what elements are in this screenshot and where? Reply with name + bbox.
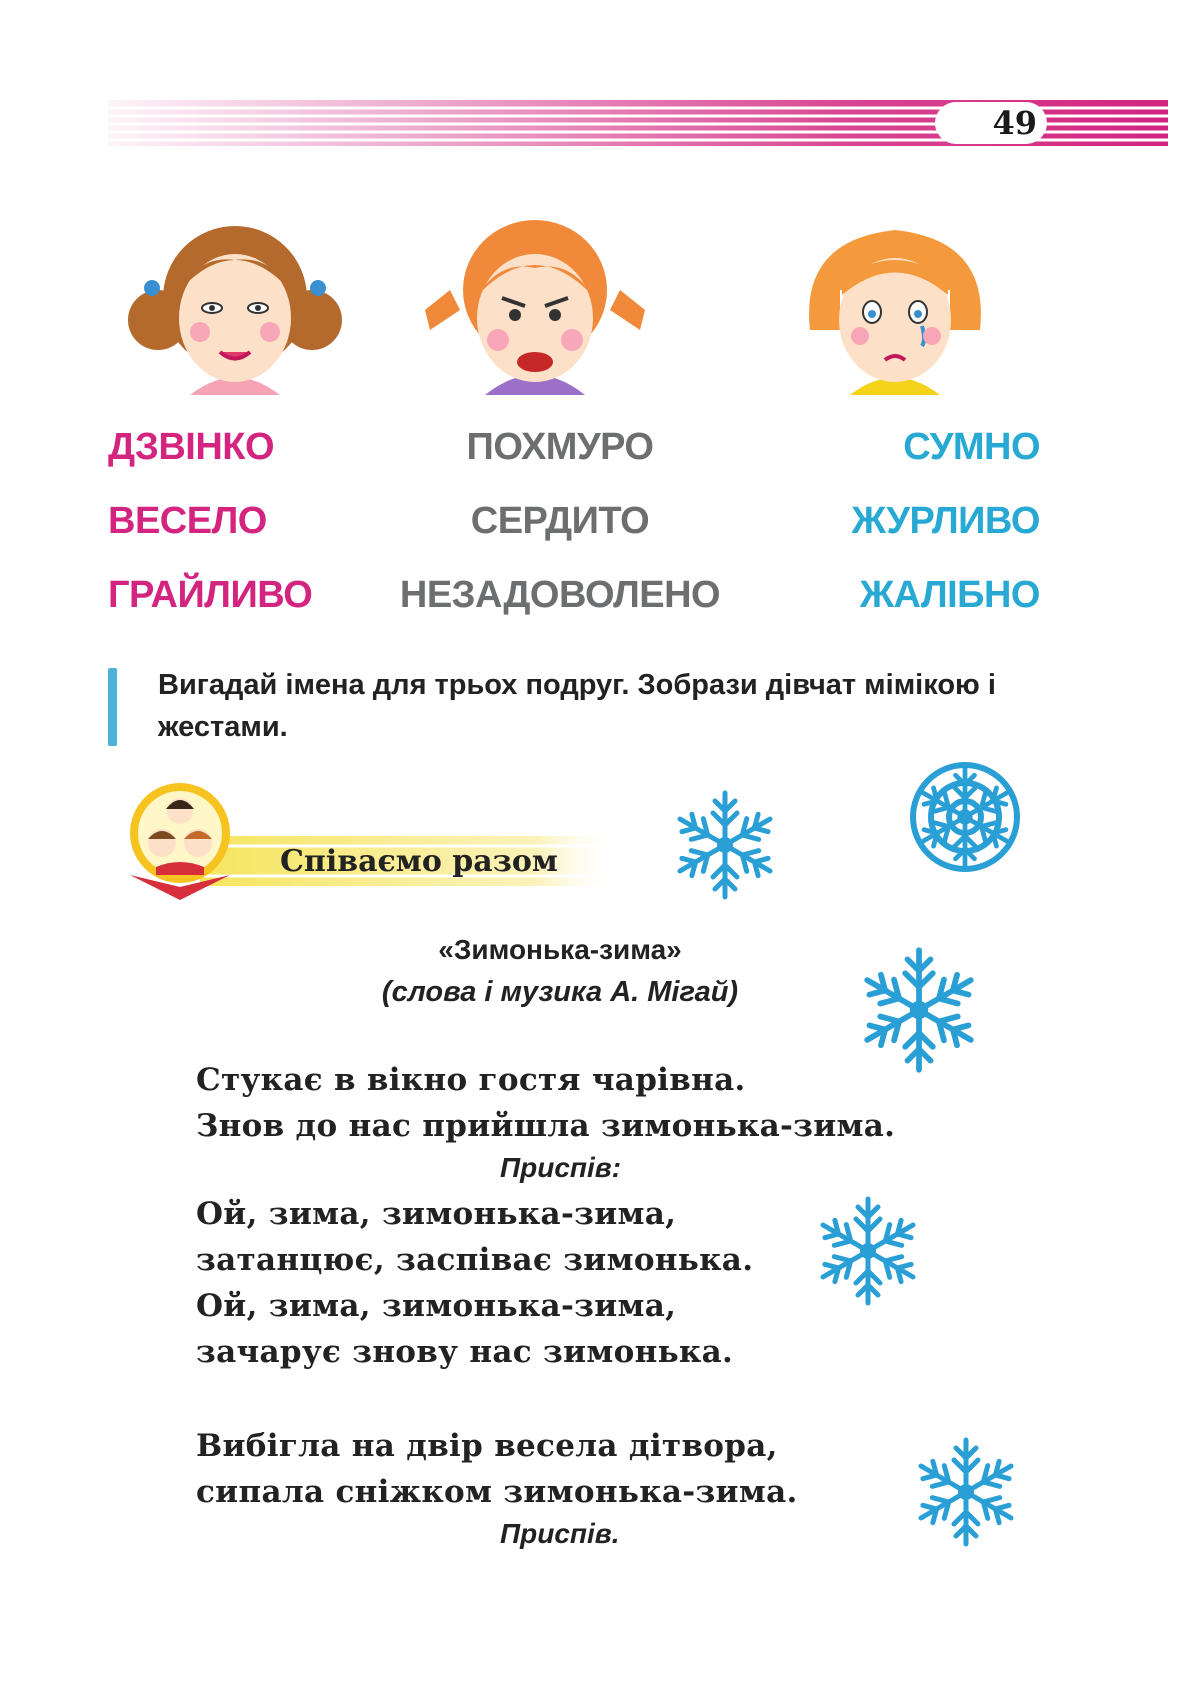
page-number: 49 — [992, 104, 1037, 142]
snowflake-icon — [900, 752, 1030, 882]
snowflake-icon — [665, 780, 785, 910]
verse2-line-1: Вибігла на двір весела дітвора, — [196, 1428, 778, 1464]
refrain-line-3: Ой, зима, зимонька-зима, — [196, 1288, 677, 1324]
children-emblem-icon — [120, 775, 240, 905]
emotion-word-left-3: ГРАЙЛИВО — [108, 574, 313, 616]
snowflake-icon — [852, 940, 987, 1080]
emotion-word-left-2: ВЕСЕЛО — [108, 500, 267, 542]
refrain-line-2: затанцює, заспіває зимонька. — [196, 1242, 754, 1278]
refrain-label: Приспів: — [500, 1152, 622, 1183]
angry-girl-face-icon — [420, 180, 650, 410]
happy-girl-face-icon — [120, 180, 350, 410]
verse1-line-2: Знов до нас прийшла зимонька-зима. — [196, 1108, 896, 1144]
refrain-label-end: Приспів. — [500, 1518, 620, 1549]
emotion-word-middle-3: НЕЗАДОВОЛЕНО — [399, 574, 721, 616]
emotion-word-right-3: ЖАЛІБНО — [859, 574, 1040, 616]
task-marker-bar — [108, 668, 117, 746]
refrain-line-1: Ой, зима, зимонька-зима, — [196, 1196, 677, 1232]
refrain-line-4: зачарує знову нас зимонька. — [196, 1334, 734, 1370]
snowflake-icon — [908, 1430, 1023, 1555]
verse2-line-2: сипала сніжком зимонька-зима. — [196, 1474, 798, 1510]
emotion-word-middle-1: ПОХМУРО — [466, 426, 654, 468]
task-text: Вигадай імена для трьох подруг. Зобрази дівчат мімікою і жестами. — [158, 669, 996, 743]
verse1-line-1: Стукає в вікно гостя чарівна. — [196, 1062, 746, 1098]
emotion-word-left-1: ДЗВІНКО — [108, 426, 275, 468]
section-title: Співаємо разом — [280, 844, 558, 879]
emotion-word-right-1: СУМНО — [903, 426, 1040, 468]
emotion-word-middle-2: СЕРДИТО — [470, 500, 650, 542]
song-title: «Зимонька-зима» — [438, 934, 682, 965]
sad-girl-face-icon — [780, 180, 1010, 410]
song-author: (слова і музика А. Мігай) — [381, 976, 739, 1008]
snowflake-icon — [808, 1186, 928, 1316]
emotion-word-right-2: ЖУРЛИВО — [851, 500, 1040, 542]
